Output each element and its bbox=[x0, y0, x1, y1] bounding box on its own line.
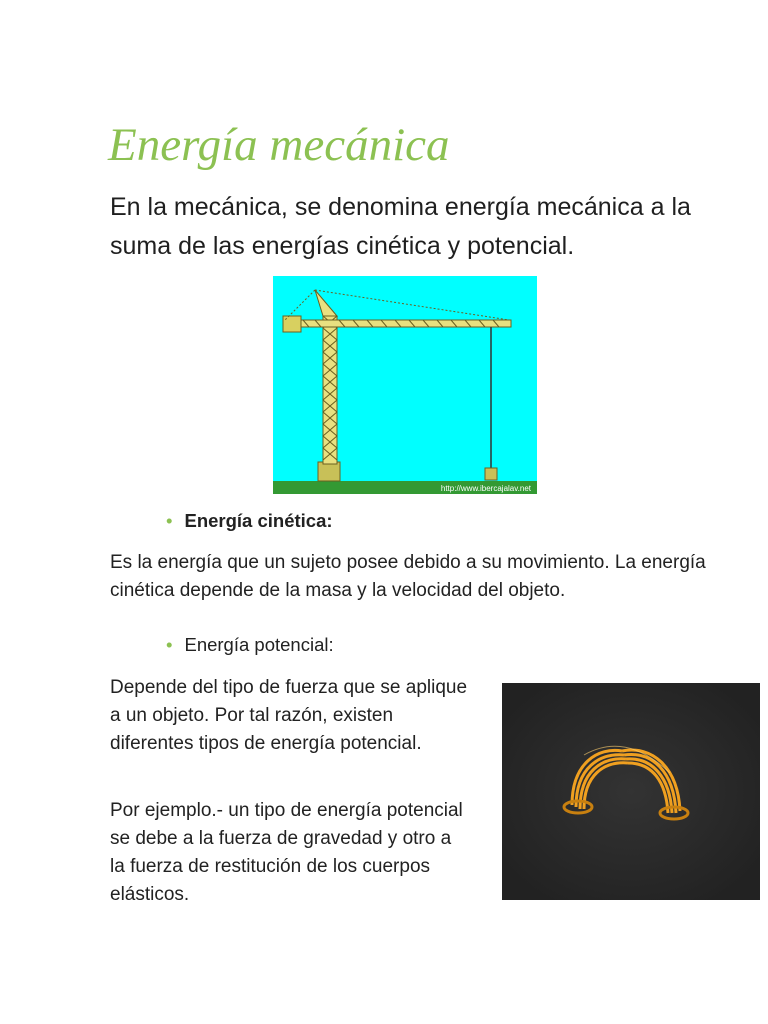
image-caption: http://www.ibercajalav.net bbox=[440, 484, 531, 493]
spring-image bbox=[502, 683, 760, 900]
bullet-dot: • bbox=[166, 510, 173, 531]
example-paragraph: Por ejemplo.- un tipo de energía potencial se debe a la fuerza de gravedad y otro a la fuerza de restitución de los cuerpos elásticos. bbox=[110, 800, 463, 905]
bullet-potential bbox=[166, 634, 334, 656]
sky-background bbox=[273, 276, 537, 494]
bullet-dot: • bbox=[166, 634, 173, 655]
potential-paragraph: Depende del tipo de fuerza que se aplique a un objeto. Por tal razón, existen diferentes tipos de energía potencial. bbox=[110, 677, 468, 754]
crane-image bbox=[273, 276, 537, 494]
crane-base bbox=[318, 462, 340, 481]
page-title: Energía mecánica bbox=[108, 119, 450, 171]
bullet-label: Energía cinética: bbox=[184, 510, 333, 531]
bullet-kinetic bbox=[166, 510, 333, 532]
intro-paragraph: En la mecánica, se denomina energía mecánica a la suma de las energías cinética y potencial. bbox=[110, 193, 691, 260]
bullet-label: Energía potencial: bbox=[184, 634, 334, 655]
crane-mast bbox=[323, 316, 337, 464]
kinetic-paragraph: Es la energía que un sujeto posee debido a su movimiento. La energía cinética depende de la masa y la velocidad del objeto. bbox=[110, 552, 706, 601]
hoist-load bbox=[485, 468, 497, 480]
